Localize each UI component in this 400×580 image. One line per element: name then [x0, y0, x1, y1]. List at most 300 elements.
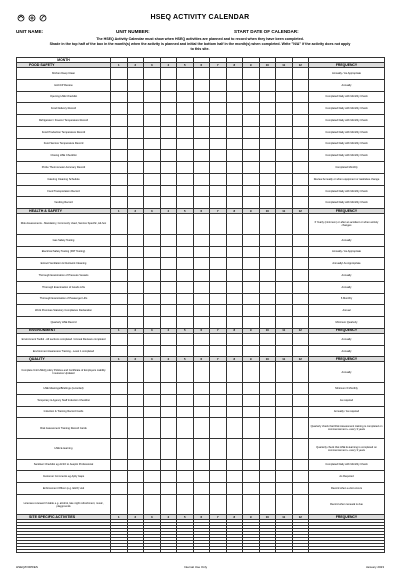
- month-cell[interactable]: [259, 293, 276, 305]
- month-cell[interactable]: [160, 173, 177, 185]
- month-cell[interactable]: [292, 418, 309, 439]
- month-cell[interactable]: [127, 418, 144, 439]
- month-cell[interactable]: [259, 258, 276, 270]
- month-cell[interactable]: [193, 185, 210, 197]
- month-cell[interactable]: [276, 459, 293, 471]
- month-cell[interactable]: [177, 418, 194, 439]
- month-cell[interactable]: [127, 185, 144, 197]
- month-cell[interactable]: [292, 317, 309, 329]
- month-cell[interactable]: [127, 68, 144, 80]
- month-cell[interactable]: [177, 438, 194, 459]
- month-cell[interactable]: [127, 293, 144, 305]
- month-cell[interactable]: [276, 549, 293, 552]
- month-cell[interactable]: [193, 138, 210, 150]
- month-cell[interactable]: [292, 150, 309, 162]
- month-cell[interactable]: [226, 459, 243, 471]
- month-cell[interactable]: [226, 68, 243, 80]
- month-cell[interactable]: [226, 383, 243, 395]
- month-cell[interactable]: [160, 79, 177, 91]
- month-cell[interactable]: [193, 281, 210, 293]
- month-cell[interactable]: [177, 68, 194, 80]
- month-cell[interactable]: [127, 197, 144, 209]
- month-cell[interactable]: [160, 483, 177, 495]
- month-cell[interactable]: [127, 173, 144, 185]
- month-cell[interactable]: [226, 438, 243, 459]
- month-cell[interactable]: [160, 91, 177, 103]
- month-cell[interactable]: [144, 471, 161, 483]
- month-cell[interactable]: [276, 471, 293, 483]
- month-cell[interactable]: [193, 258, 210, 270]
- month-cell[interactable]: [276, 293, 293, 305]
- month-cell[interactable]: [193, 270, 210, 282]
- month-cell[interactable]: [111, 483, 128, 495]
- month-cell[interactable]: [111, 305, 128, 317]
- month-cell[interactable]: [127, 362, 144, 383]
- month-cell[interactable]: [193, 305, 210, 317]
- month-cell[interactable]: [127, 333, 144, 345]
- month-cell[interactable]: [127, 214, 144, 235]
- month-cell[interactable]: [160, 362, 177, 383]
- month-cell[interactable]: [160, 197, 177, 209]
- month-cell[interactable]: [111, 162, 128, 174]
- month-cell[interactable]: [111, 138, 128, 150]
- month-cell[interactable]: [292, 173, 309, 185]
- month-cell[interactable]: [243, 138, 260, 150]
- month-cell[interactable]: [193, 214, 210, 235]
- month-cell[interactable]: [259, 383, 276, 395]
- month-cell[interactable]: [210, 345, 227, 357]
- month-cell[interactable]: [177, 549, 194, 552]
- month-cell[interactable]: [259, 79, 276, 91]
- month-cell[interactable]: [292, 214, 309, 235]
- month-cell[interactable]: [127, 305, 144, 317]
- month-cell[interactable]: [144, 281, 161, 293]
- month-cell[interactable]: [210, 317, 227, 329]
- month-cell[interactable]: [177, 173, 194, 185]
- month-cell[interactable]: [259, 494, 276, 515]
- month-cell[interactable]: [160, 549, 177, 552]
- month-cell[interactable]: [111, 270, 128, 282]
- month-cell[interactable]: [111, 383, 128, 395]
- month-cell[interactable]: [193, 394, 210, 406]
- month-cell[interactable]: [243, 394, 260, 406]
- month-cell[interactable]: [160, 270, 177, 282]
- month-cell[interactable]: [193, 317, 210, 329]
- month-cell[interactable]: [193, 246, 210, 258]
- month-cell[interactable]: [127, 162, 144, 174]
- month-cell[interactable]: [292, 383, 309, 395]
- month-cell[interactable]: [292, 234, 309, 246]
- month-cell[interactable]: [292, 406, 309, 418]
- month-cell[interactable]: [160, 345, 177, 357]
- month-cell[interactable]: [276, 270, 293, 282]
- month-cell[interactable]: [243, 185, 260, 197]
- month-cell[interactable]: [111, 394, 128, 406]
- month-cell[interactable]: [259, 197, 276, 209]
- month-cell[interactable]: [226, 317, 243, 329]
- month-cell[interactable]: [276, 246, 293, 258]
- month-cell[interactable]: [111, 471, 128, 483]
- month-cell[interactable]: [177, 394, 194, 406]
- month-cell[interactable]: [292, 79, 309, 91]
- month-cell[interactable]: [226, 394, 243, 406]
- month-cell[interactable]: [160, 68, 177, 80]
- month-cell[interactable]: [276, 333, 293, 345]
- month-cell[interactable]: [177, 293, 194, 305]
- month-cell[interactable]: [160, 126, 177, 138]
- month-cell[interactable]: [127, 79, 144, 91]
- month-cell[interactable]: [276, 126, 293, 138]
- month-cell[interactable]: [210, 126, 227, 138]
- month-cell[interactable]: [177, 234, 194, 246]
- month-cell[interactable]: [259, 362, 276, 383]
- month-cell[interactable]: [210, 185, 227, 197]
- month-cell[interactable]: [177, 258, 194, 270]
- month-cell[interactable]: [243, 383, 260, 395]
- month-cell[interactable]: [243, 418, 260, 439]
- month-cell[interactable]: [243, 333, 260, 345]
- month-cell[interactable]: [160, 471, 177, 483]
- month-cell[interactable]: [160, 406, 177, 418]
- month-cell[interactable]: [259, 549, 276, 552]
- month-cell[interactable]: [144, 138, 161, 150]
- month-cell[interactable]: [210, 68, 227, 80]
- month-cell[interactable]: [243, 246, 260, 258]
- month-cell[interactable]: [127, 150, 144, 162]
- month-cell[interactable]: [226, 483, 243, 495]
- month-cell[interactable]: [226, 115, 243, 127]
- month-cell[interactable]: [127, 258, 144, 270]
- month-cell[interactable]: [177, 246, 194, 258]
- month-cell[interactable]: [144, 103, 161, 115]
- month-cell[interactable]: [276, 362, 293, 383]
- month-cell[interactable]: [210, 79, 227, 91]
- month-cell[interactable]: [193, 438, 210, 459]
- month-cell[interactable]: [144, 214, 161, 235]
- month-cell[interactable]: [144, 162, 161, 174]
- month-cell[interactable]: [243, 317, 260, 329]
- month-cell[interactable]: [177, 406, 194, 418]
- month-cell[interactable]: [226, 549, 243, 552]
- month-cell[interactable]: [292, 103, 309, 115]
- month-cell[interactable]: [144, 305, 161, 317]
- month-cell[interactable]: [160, 115, 177, 127]
- month-cell[interactable]: [111, 293, 128, 305]
- month-cell[interactable]: [243, 281, 260, 293]
- month-cell[interactable]: [160, 293, 177, 305]
- month-cell[interactable]: [111, 246, 128, 258]
- month-cell[interactable]: [259, 115, 276, 127]
- month-cell[interactable]: [193, 471, 210, 483]
- month-cell[interactable]: [210, 438, 227, 459]
- month-cell[interactable]: [243, 483, 260, 495]
- month-cell[interactable]: [259, 138, 276, 150]
- month-cell[interactable]: [292, 258, 309, 270]
- month-cell[interactable]: [276, 197, 293, 209]
- month-cell[interactable]: [226, 214, 243, 235]
- month-cell[interactable]: [111, 345, 128, 357]
- month-cell[interactable]: [193, 459, 210, 471]
- month-cell[interactable]: [193, 126, 210, 138]
- month-cell[interactable]: [292, 483, 309, 495]
- month-cell[interactable]: [226, 138, 243, 150]
- month-cell[interactable]: [144, 483, 161, 495]
- month-cell[interactable]: [226, 281, 243, 293]
- month-cell[interactable]: [210, 246, 227, 258]
- month-cell[interactable]: [193, 549, 210, 552]
- month-cell[interactable]: [276, 317, 293, 329]
- month-cell[interactable]: [160, 383, 177, 395]
- month-cell[interactable]: [210, 362, 227, 383]
- month-cell[interactable]: [292, 333, 309, 345]
- month-cell[interactable]: [259, 126, 276, 138]
- month-cell[interactable]: [127, 394, 144, 406]
- month-cell[interactable]: [276, 345, 293, 357]
- month-cell[interactable]: [292, 197, 309, 209]
- month-cell[interactable]: [193, 91, 210, 103]
- month-cell[interactable]: [144, 317, 161, 329]
- month-cell[interactable]: [292, 471, 309, 483]
- month-cell[interactable]: [292, 281, 309, 293]
- month-cell[interactable]: [210, 305, 227, 317]
- month-cell[interactable]: [144, 115, 161, 127]
- month-cell[interactable]: [177, 214, 194, 235]
- month-cell[interactable]: [292, 115, 309, 127]
- month-cell[interactable]: [177, 471, 194, 483]
- month-cell[interactable]: [259, 270, 276, 282]
- month-cell[interactable]: [276, 406, 293, 418]
- month-cell[interactable]: [226, 258, 243, 270]
- month-cell[interactable]: [177, 185, 194, 197]
- month-cell[interactable]: [193, 103, 210, 115]
- month-cell[interactable]: [243, 115, 260, 127]
- month-cell[interactable]: [210, 103, 227, 115]
- month-cell[interactable]: [226, 91, 243, 103]
- month-cell[interactable]: [193, 293, 210, 305]
- month-cell[interactable]: [144, 406, 161, 418]
- month-cell[interactable]: [111, 258, 128, 270]
- month-cell[interactable]: [226, 185, 243, 197]
- month-cell[interactable]: [276, 281, 293, 293]
- month-cell[interactable]: [259, 438, 276, 459]
- month-cell[interactable]: [193, 418, 210, 439]
- month-cell[interactable]: [127, 91, 144, 103]
- month-cell[interactable]: [160, 281, 177, 293]
- month-cell[interactable]: [292, 362, 309, 383]
- month-cell[interactable]: [177, 150, 194, 162]
- month-cell[interactable]: [276, 383, 293, 395]
- month-cell[interactable]: [111, 459, 128, 471]
- month-cell[interactable]: [177, 305, 194, 317]
- month-cell[interactable]: [259, 150, 276, 162]
- month-cell[interactable]: [259, 317, 276, 329]
- month-cell[interactable]: [276, 438, 293, 459]
- month-cell[interactable]: [111, 150, 128, 162]
- month-cell[interactable]: [210, 549, 227, 552]
- month-cell[interactable]: [193, 173, 210, 185]
- month-cell[interactable]: [210, 333, 227, 345]
- month-cell[interactable]: [144, 150, 161, 162]
- month-cell[interactable]: [226, 362, 243, 383]
- month-cell[interactable]: [127, 115, 144, 127]
- month-cell[interactable]: [243, 91, 260, 103]
- month-cell[interactable]: [292, 138, 309, 150]
- month-cell[interactable]: [243, 362, 260, 383]
- month-cell[interactable]: [276, 162, 293, 174]
- month-cell[interactable]: [144, 270, 161, 282]
- month-cell[interactable]: [144, 418, 161, 439]
- month-cell[interactable]: [177, 270, 194, 282]
- month-cell[interactable]: [226, 406, 243, 418]
- month-cell[interactable]: [111, 549, 128, 552]
- month-cell[interactable]: [259, 246, 276, 258]
- month-cell[interactable]: [111, 173, 128, 185]
- month-cell[interactable]: [193, 483, 210, 495]
- month-cell[interactable]: [276, 79, 293, 91]
- month-cell[interactable]: [276, 173, 293, 185]
- month-cell[interactable]: [226, 418, 243, 439]
- month-cell[interactable]: [160, 459, 177, 471]
- month-cell[interactable]: [177, 333, 194, 345]
- month-cell[interactable]: [292, 459, 309, 471]
- month-cell[interactable]: [226, 150, 243, 162]
- month-cell[interactable]: [243, 214, 260, 235]
- month-cell[interactable]: [243, 293, 260, 305]
- month-cell[interactable]: [292, 270, 309, 282]
- month-cell[interactable]: [111, 362, 128, 383]
- month-cell[interactable]: [177, 91, 194, 103]
- month-cell[interactable]: [193, 234, 210, 246]
- month-cell[interactable]: [243, 406, 260, 418]
- month-cell[interactable]: [160, 103, 177, 115]
- month-cell[interactable]: [210, 383, 227, 395]
- month-cell[interactable]: [292, 438, 309, 459]
- month-cell[interactable]: [127, 483, 144, 495]
- month-cell[interactable]: [111, 126, 128, 138]
- month-cell[interactable]: [127, 126, 144, 138]
- month-cell[interactable]: [177, 383, 194, 395]
- month-cell[interactable]: [292, 494, 309, 515]
- month-cell[interactable]: [127, 317, 144, 329]
- month-cell[interactable]: [276, 138, 293, 150]
- month-cell[interactable]: [210, 138, 227, 150]
- month-cell[interactable]: [111, 418, 128, 439]
- month-cell[interactable]: [210, 150, 227, 162]
- month-cell[interactable]: [127, 383, 144, 395]
- month-cell[interactable]: [276, 115, 293, 127]
- month-cell[interactable]: [292, 91, 309, 103]
- month-cell[interactable]: [193, 362, 210, 383]
- month-cell[interactable]: [177, 459, 194, 471]
- month-cell[interactable]: [144, 494, 161, 515]
- month-cell[interactable]: [144, 345, 161, 357]
- month-cell[interactable]: [259, 234, 276, 246]
- month-cell[interactable]: [193, 197, 210, 209]
- month-cell[interactable]: [276, 494, 293, 515]
- month-cell[interactable]: [243, 459, 260, 471]
- month-cell[interactable]: [127, 459, 144, 471]
- month-cell[interactable]: [276, 394, 293, 406]
- month-cell[interactable]: [210, 471, 227, 483]
- month-cell[interactable]: [111, 494, 128, 515]
- month-cell[interactable]: [226, 126, 243, 138]
- month-cell[interactable]: [210, 418, 227, 439]
- month-cell[interactable]: [193, 383, 210, 395]
- month-cell[interactable]: [226, 197, 243, 209]
- month-cell[interactable]: [292, 162, 309, 174]
- month-cell[interactable]: [144, 383, 161, 395]
- month-cell[interactable]: [276, 103, 293, 115]
- month-cell[interactable]: [177, 494, 194, 515]
- month-cell[interactable]: [177, 115, 194, 127]
- month-cell[interactable]: [144, 234, 161, 246]
- month-cell[interactable]: [259, 214, 276, 235]
- month-cell[interactable]: [276, 418, 293, 439]
- month-cell[interactable]: [144, 197, 161, 209]
- month-cell[interactable]: [210, 406, 227, 418]
- month-cell[interactable]: [276, 234, 293, 246]
- month-cell[interactable]: [259, 281, 276, 293]
- month-cell[interactable]: [243, 471, 260, 483]
- month-cell[interactable]: [160, 150, 177, 162]
- month-cell[interactable]: [160, 246, 177, 258]
- month-cell[interactable]: [210, 234, 227, 246]
- month-cell[interactable]: [111, 317, 128, 329]
- month-cell[interactable]: [160, 305, 177, 317]
- month-cell[interactable]: [259, 333, 276, 345]
- month-cell[interactable]: [243, 438, 260, 459]
- month-cell[interactable]: [210, 394, 227, 406]
- month-cell[interactable]: [210, 483, 227, 495]
- month-cell[interactable]: [160, 438, 177, 459]
- month-cell[interactable]: [226, 246, 243, 258]
- month-cell[interactable]: [177, 162, 194, 174]
- month-cell[interactable]: [160, 394, 177, 406]
- month-cell[interactable]: [177, 103, 194, 115]
- month-cell[interactable]: [210, 270, 227, 282]
- month-cell[interactable]: [127, 345, 144, 357]
- month-cell[interactable]: [127, 438, 144, 459]
- month-cell[interactable]: [243, 258, 260, 270]
- month-cell[interactable]: [243, 494, 260, 515]
- month-cell[interactable]: [292, 126, 309, 138]
- month-cell[interactable]: [226, 79, 243, 91]
- month-cell[interactable]: [160, 214, 177, 235]
- month-cell[interactable]: [243, 150, 260, 162]
- month-cell[interactable]: [226, 270, 243, 282]
- month-cell[interactable]: [243, 162, 260, 174]
- month-cell[interactable]: [243, 549, 260, 552]
- month-cell[interactable]: [259, 459, 276, 471]
- month-cell[interactable]: [259, 471, 276, 483]
- month-cell[interactable]: [292, 305, 309, 317]
- month-cell[interactable]: [259, 162, 276, 174]
- month-cell[interactable]: [210, 214, 227, 235]
- month-cell[interactable]: [276, 214, 293, 235]
- month-cell[interactable]: [210, 293, 227, 305]
- month-cell[interactable]: [226, 234, 243, 246]
- month-cell[interactable]: [160, 317, 177, 329]
- month-cell[interactable]: [144, 362, 161, 383]
- month-cell[interactable]: [127, 270, 144, 282]
- month-cell[interactable]: [210, 258, 227, 270]
- month-cell[interactable]: [193, 494, 210, 515]
- month-cell[interactable]: [259, 483, 276, 495]
- month-cell[interactable]: [111, 406, 128, 418]
- month-cell[interactable]: [226, 162, 243, 174]
- month-cell[interactable]: [259, 91, 276, 103]
- month-cell[interactable]: [144, 173, 161, 185]
